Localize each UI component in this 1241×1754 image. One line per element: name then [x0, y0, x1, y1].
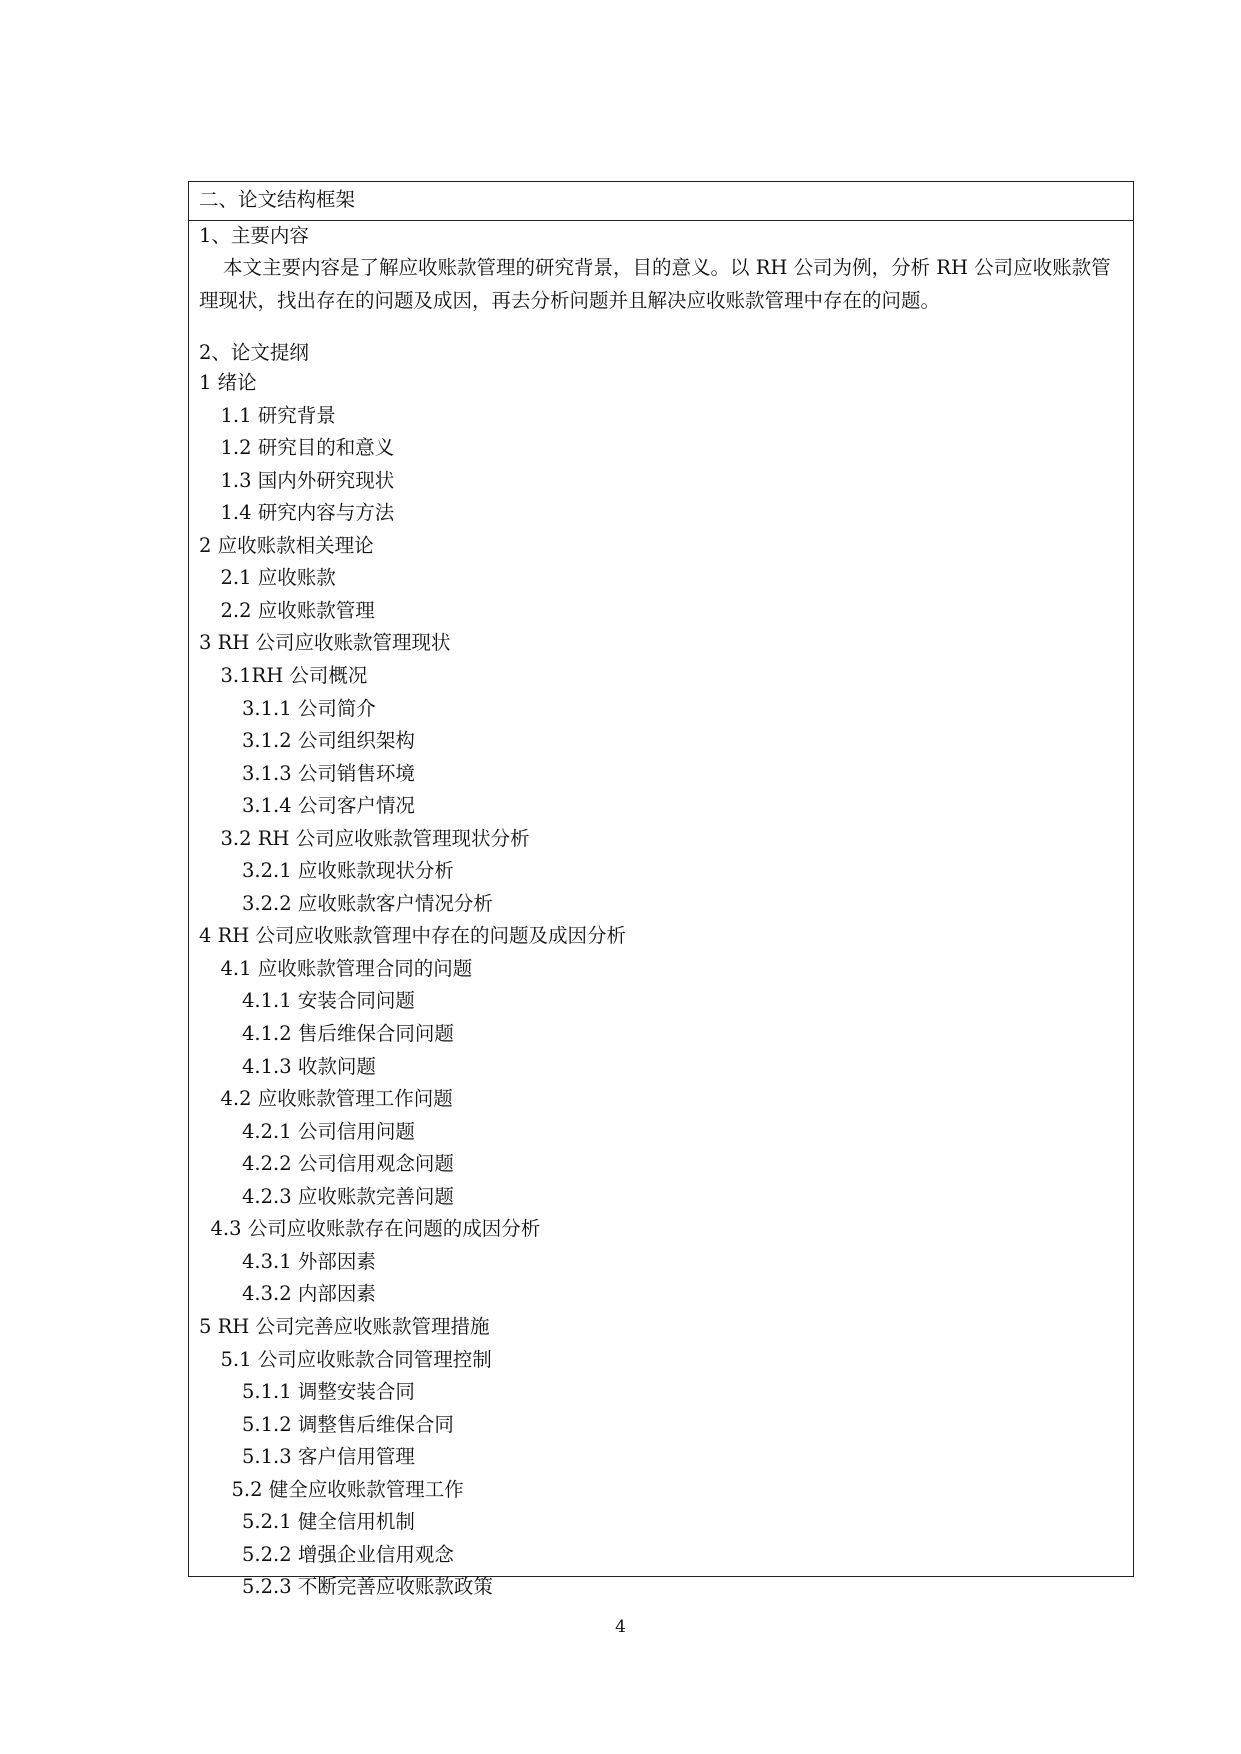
outline-item: 4.1.2 售后维保合同问题 — [242, 1022, 454, 1045]
outline-item: 4.2.3 应收账款完善问题 — [242, 1184, 454, 1208]
outline-item: 4.2.1 公司信用问题 — [242, 1119, 415, 1143]
outline-item: 2.1 应收账款 — [220, 566, 336, 590]
section-heading: 二、论文结构框架 — [199, 188, 356, 211]
outline-item: 1.4 研究内容与方法 — [220, 501, 395, 525]
outline-item: 5.2.3 不断完善应收账款政策 — [242, 1575, 493, 1599]
outline-item: 1 绪论 — [199, 371, 257, 394]
outline-item: 4.3 公司应收账款存在问题的成因分析 — [210, 1217, 541, 1241]
outline-item: 3.2 RH 公司应收账款管理现状分析 — [220, 826, 530, 850]
outline-item: 3.1.3 公司销售环境 — [242, 761, 415, 785]
outline-item: 5.1.1 调整安装合同 — [242, 1380, 415, 1404]
outline-item: 3.1.2 公司组织架构 — [242, 729, 415, 753]
outline-item: 1.2 研究目的和意义 — [220, 436, 395, 460]
table-header-row — [189, 182, 1133, 221]
outline-item: 3 RH 公司应收账款管理现状 — [199, 631, 451, 655]
outline-item: 4.1.3 收款问题 — [242, 1054, 376, 1078]
outline-item: 1.1 研究背景 — [220, 403, 336, 427]
outline-item: 2.2 应收账款管理 — [220, 598, 375, 622]
outline-item: 4.2.2 公司信用观念问题 — [242, 1152, 454, 1176]
outline-item: 4 RH 公司应收账款管理中存在的问题及成因分析 — [199, 924, 626, 948]
outline-item: 3.1RH 公司概况 — [220, 663, 368, 687]
outline-item: 4.1.1 安装合同问题 — [242, 989, 415, 1013]
outline-item: 5.2 健全应收账款管理工作 — [231, 1477, 464, 1501]
outline-item: 5 RH 公司完善应收账款管理措施 — [199, 1314, 490, 1338]
page-number: 4 — [615, 1617, 626, 1637]
outline-item: 4.1 应收账款管理合同的问题 — [220, 956, 473, 980]
outline-item: 1.3 国内外研究现状 — [220, 468, 395, 492]
outline-item: 5.2.2 增强企业信用观念 — [242, 1542, 454, 1566]
main-content-heading: 1、主要内容 — [199, 224, 309, 247]
outline-item: 3.1.1 公司简介 — [242, 696, 376, 720]
outline-item: 4.3.1 外部因素 — [242, 1249, 376, 1273]
outline-item: 5.2.1 健全信用机制 — [242, 1510, 415, 1534]
outline-item: 3.1.4 公司客户情况 — [242, 794, 415, 818]
outline-heading: 2、论文提纲 — [199, 341, 309, 364]
main-content-paragraph: 本文主要内容是了解应收账款管理的研究背景，目的意义。以 RH 公司为例，分析 RH 公司应收账款管理现状，找出存在的问题及成因，再去分析问题并且解决应收账款管理中存在的问题。 — [199, 256, 1111, 312]
outline-item: 4.3.2 内部因素 — [242, 1282, 376, 1306]
outline-item: 3.2.2 应收账款客户情况分析 — [242, 891, 493, 915]
outline-item: 3.2.1 应收账款现状分析 — [242, 859, 454, 883]
outline-item: 2 应收账款相关理论 — [199, 533, 374, 557]
outline-item: 5.1.2 调整售后维保合同 — [242, 1412, 454, 1436]
outline-item: 5.1 公司应收账款合同管理控制 — [220, 1347, 492, 1371]
outline-item: 4.2 应收账款管理工作问题 — [220, 1087, 453, 1111]
outline-item: 5.1.3 客户信用管理 — [242, 1445, 415, 1469]
outline-table — [188, 181, 1134, 1599]
